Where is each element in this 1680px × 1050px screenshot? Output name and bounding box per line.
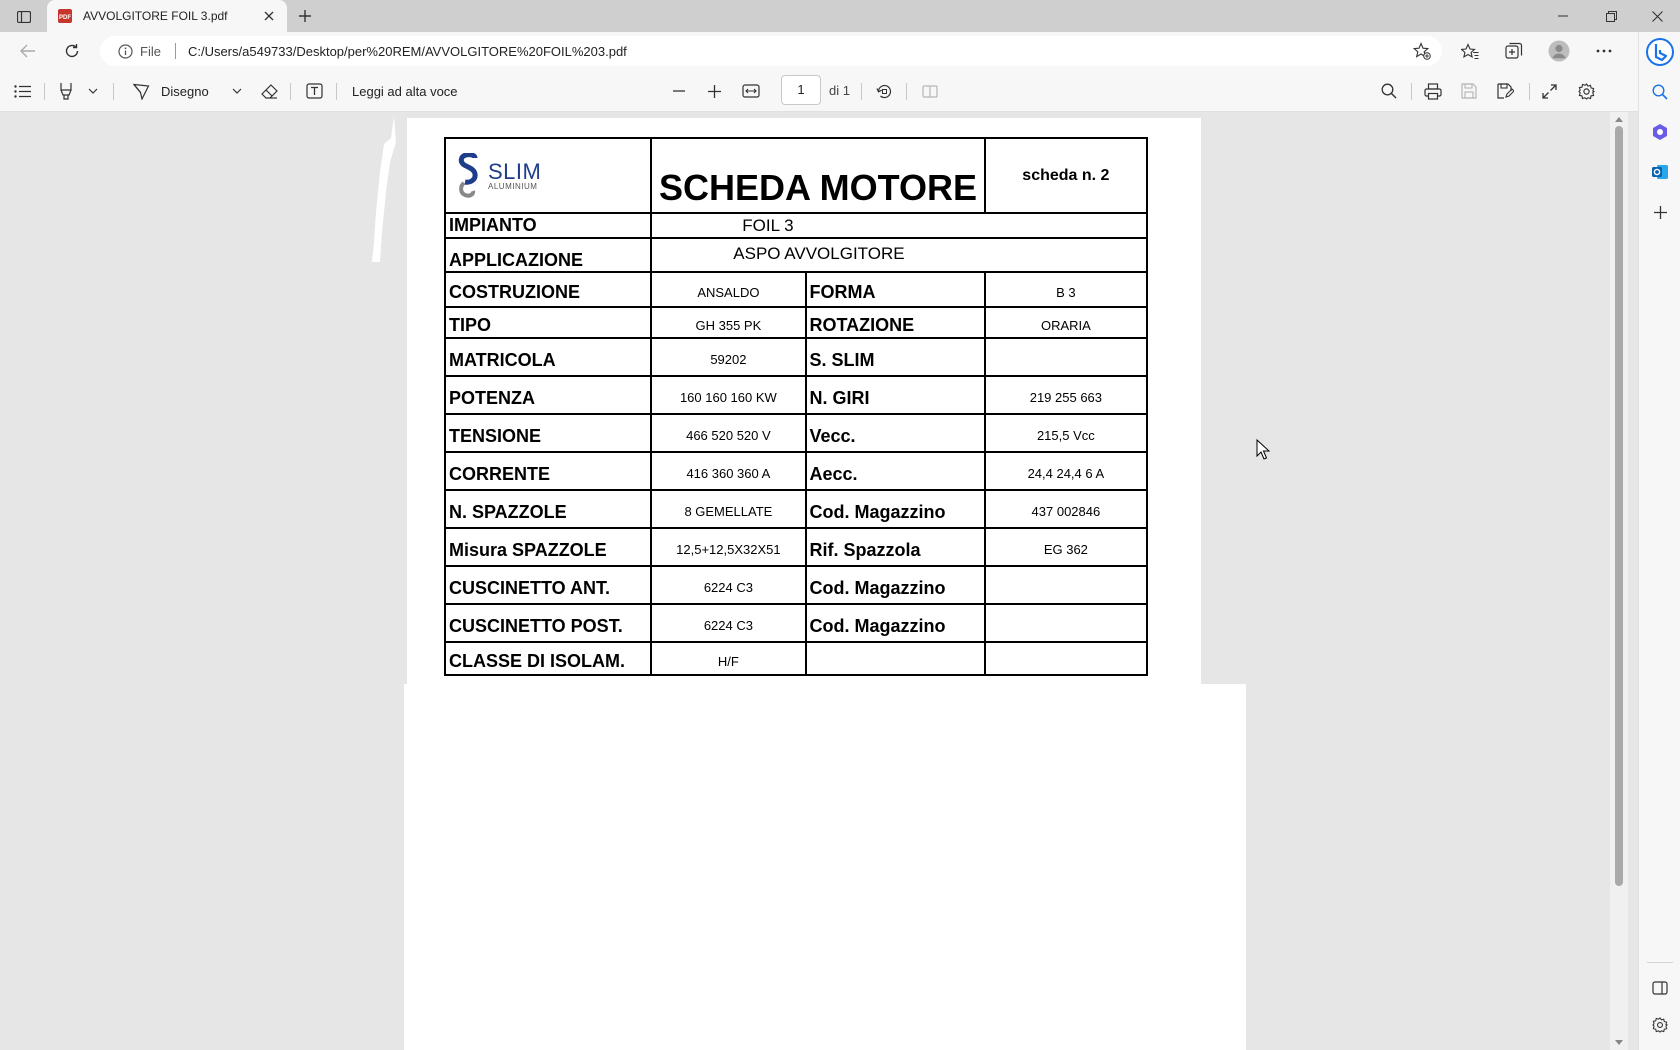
read-aloud-label: Leggi ad alta voce	[352, 83, 458, 99]
page-number-input[interactable]: 1	[781, 75, 821, 105]
edge-sidebar	[1638, 32, 1680, 1050]
row-value-secondary: EG 362	[985, 528, 1147, 566]
row-label: CLASSE DI ISOLAM.	[445, 642, 651, 675]
toolbar-separator	[44, 83, 45, 100]
mouse-cursor-icon	[1256, 439, 1270, 461]
row-label-secondary: S. SLIM	[806, 338, 985, 376]
svg-text:PDF: PDF	[59, 15, 71, 21]
row-value-secondary: B 3	[985, 272, 1147, 307]
sidebar-tools-icon[interactable]	[1648, 120, 1672, 144]
scrollbar-thumb[interactable]	[1615, 126, 1623, 886]
print-icon[interactable]	[1421, 79, 1445, 103]
tab-strip	[0, 0, 1680, 32]
row-label: CUSCINETTO POST.	[445, 604, 651, 642]
draw-button[interactable]	[161, 79, 221, 103]
profile-avatar-icon[interactable]	[1545, 39, 1573, 63]
pdf-toolbar	[0, 70, 1638, 112]
tab-actions-icon[interactable]	[12, 7, 36, 27]
close-icon[interactable]	[261, 8, 277, 24]
row-value: 8 GEMELLATE	[651, 490, 805, 528]
row-value: 59202	[651, 338, 805, 376]
plus-icon[interactable]	[294, 6, 316, 26]
page-count-label: di 1	[829, 83, 850, 98]
table-row	[445, 642, 1147, 675]
save-icon	[1457, 79, 1481, 103]
row-label: COSTRUZIONE	[445, 272, 651, 307]
read-aloud-button[interactable]	[352, 79, 482, 103]
applicazione-value: ASPO AVVOLGITORE	[651, 238, 1147, 272]
highlight-icon[interactable]	[54, 79, 78, 103]
zoom-in-icon[interactable]	[703, 79, 725, 103]
row-label: MATRICOLA	[445, 338, 651, 376]
row-label: TIPO	[445, 307, 651, 338]
settings-gear-icon[interactable]	[1574, 79, 1598, 103]
logo-cell	[445, 138, 651, 213]
row-label: CUSCINETTO ANT.	[445, 566, 651, 604]
info-icon[interactable]	[117, 43, 133, 59]
row-value-secondary: ORARIA	[985, 307, 1147, 338]
hide-sidebar-icon[interactable]	[1648, 976, 1672, 1000]
zoom-out-icon[interactable]	[668, 79, 690, 103]
toolbar-separator	[113, 83, 114, 100]
eraser-icon[interactable]	[258, 79, 280, 103]
row-value-secondary	[985, 566, 1147, 604]
navigation-bar	[0, 32, 1638, 70]
draw-label: Disegno	[161, 83, 209, 99]
row-value: ANSALDO	[651, 272, 805, 307]
header-row	[445, 138, 1147, 213]
logo-wordmark	[488, 161, 541, 191]
toolbar-separator	[1529, 83, 1530, 100]
pdf-file-icon	[57, 8, 73, 24]
toolbar-separator	[290, 83, 291, 100]
site-info-label[interactable]: File	[140, 43, 161, 59]
row-label-secondary: Rif. Spazzola	[806, 528, 985, 566]
row-value-secondary	[985, 642, 1147, 675]
favorites-icon[interactable]	[1456, 39, 1484, 63]
logo-sub-text: ALUMINIUM	[488, 182, 538, 191]
row-value: H/F	[651, 642, 805, 675]
table-row	[445, 528, 1147, 566]
address-bar[interactable]	[100, 36, 1442, 66]
impianto-row	[445, 213, 1147, 238]
draw-pen-icon[interactable]	[130, 79, 152, 103]
sidebar-divider	[1647, 962, 1673, 963]
restore-icon[interactable]	[1588, 0, 1634, 32]
row-value-secondary	[985, 604, 1147, 642]
pdf-page-lower	[404, 684, 1246, 1050]
toolbar-separator	[336, 83, 337, 100]
address-separator	[175, 43, 176, 59]
row-value: 416 360 360 A	[651, 452, 805, 490]
row-label-secondary: Aecc.	[806, 452, 985, 490]
row-value-secondary: 215,5 Vcc	[985, 414, 1147, 452]
window-close-icon[interactable]	[1634, 0, 1680, 32]
row-value: 160 160 160 KW	[651, 376, 805, 414]
row-label-secondary: Cod. Magazzino	[806, 566, 985, 604]
row-value-secondary: 437 002846	[985, 490, 1147, 528]
sidebar-search-icon[interactable]	[1648, 80, 1672, 104]
row-value-secondary: 219 255 663	[985, 376, 1147, 414]
tab-active[interactable]	[47, 0, 287, 32]
slim-logo	[456, 153, 541, 199]
row-label: Misura SPAZZOLE	[445, 528, 651, 566]
row-value: 12,5+12,5X32X51	[651, 528, 805, 566]
slim-s-icon	[456, 153, 482, 199]
row-value-secondary	[985, 338, 1147, 376]
row-value: 466 520 520 V	[651, 414, 805, 452]
more-icon[interactable]	[1590, 39, 1618, 63]
toolbar-separator	[861, 83, 862, 100]
row-value: GH 355 PK	[651, 307, 805, 338]
table-row	[445, 414, 1147, 452]
add-sidebar-app-icon[interactable]	[1648, 200, 1672, 224]
table-of-contents-icon[interactable]	[12, 79, 34, 103]
toolbar-separator	[1411, 83, 1412, 100]
minimize-icon[interactable]	[1540, 0, 1586, 32]
add-favorite-icon[interactable]	[1412, 41, 1432, 61]
toolbar-separator	[906, 83, 907, 100]
fit-to-width-icon[interactable]	[739, 79, 763, 103]
table-row	[445, 566, 1147, 604]
table-row	[445, 376, 1147, 414]
row-label: TENSIONE	[445, 414, 651, 452]
rotate-icon[interactable]	[872, 79, 896, 103]
refresh-icon[interactable]	[58, 39, 86, 63]
row-label-secondary: Vecc.	[806, 414, 985, 452]
tab-title: AVVOLGITORE FOIL 3.pdf	[83, 9, 228, 23]
chevron-down-icon[interactable]	[84, 79, 102, 103]
impianto-label: IMPIANTO	[445, 213, 651, 238]
page-view-icon	[918, 79, 942, 103]
row-value: 6224 C3	[651, 566, 805, 604]
motor-sheet-table	[444, 137, 1148, 676]
row-label-secondary: ROTAZIONE	[806, 307, 985, 338]
search-icon[interactable]	[1377, 79, 1401, 103]
impianto-value: FOIL 3	[651, 213, 1147, 238]
row-value: 6224 C3	[651, 604, 805, 642]
table-row	[445, 452, 1147, 490]
row-label-secondary	[806, 642, 985, 675]
page-edge-artifact	[370, 112, 396, 272]
add-text-icon[interactable]	[303, 79, 325, 103]
row-label: CORRENTE	[445, 452, 651, 490]
scroll-down-icon[interactable]	[1614, 1038, 1624, 1046]
row-label: POTENZA	[445, 376, 651, 414]
applicazione-label: APPLICAZIONE	[445, 238, 651, 272]
table-row	[445, 490, 1147, 528]
table-row	[445, 307, 1147, 338]
vertical-scrollbar[interactable]	[1610, 112, 1628, 1050]
sheet-number: scheda n. 2	[985, 138, 1147, 213]
table-row	[445, 272, 1147, 307]
row-value-secondary: 24,4 24,4 6 A	[985, 452, 1147, 490]
table-row	[445, 338, 1147, 376]
sidebar-settings-icon[interactable]	[1648, 1013, 1672, 1037]
scroll-up-icon[interactable]	[1614, 115, 1624, 123]
collections-icon[interactable]	[1500, 39, 1528, 63]
logo-main-text: SLIM	[488, 159, 542, 184]
sheet-title: SCHEDA MOTORE	[651, 138, 984, 213]
back-arrow-icon[interactable]	[14, 39, 42, 63]
row-label-secondary: N. GIRI	[806, 376, 985, 414]
bing-copilot-icon[interactable]	[1645, 37, 1675, 67]
row-label-secondary: Cod. Magazzino	[806, 490, 985, 528]
fullscreen-icon[interactable]	[1537, 79, 1561, 103]
row-label-secondary: FORMA	[806, 272, 985, 307]
save-as-icon[interactable]	[1493, 79, 1517, 103]
row-label-secondary: Cod. Magazzino	[806, 604, 985, 642]
outlook-icon[interactable]	[1648, 160, 1672, 184]
chevron-down-icon[interactable]	[228, 79, 246, 103]
sheet-data-rows	[445, 272, 1147, 675]
applicazione-row	[445, 238, 1147, 272]
table-row	[445, 604, 1147, 642]
row-label: N. SPAZZOLE	[445, 490, 651, 528]
url-text[interactable]: C:/Users/a549733/Desktop/per%20REM/AVVOLGITORE%20FOIL%203.pdf	[187, 43, 627, 59]
